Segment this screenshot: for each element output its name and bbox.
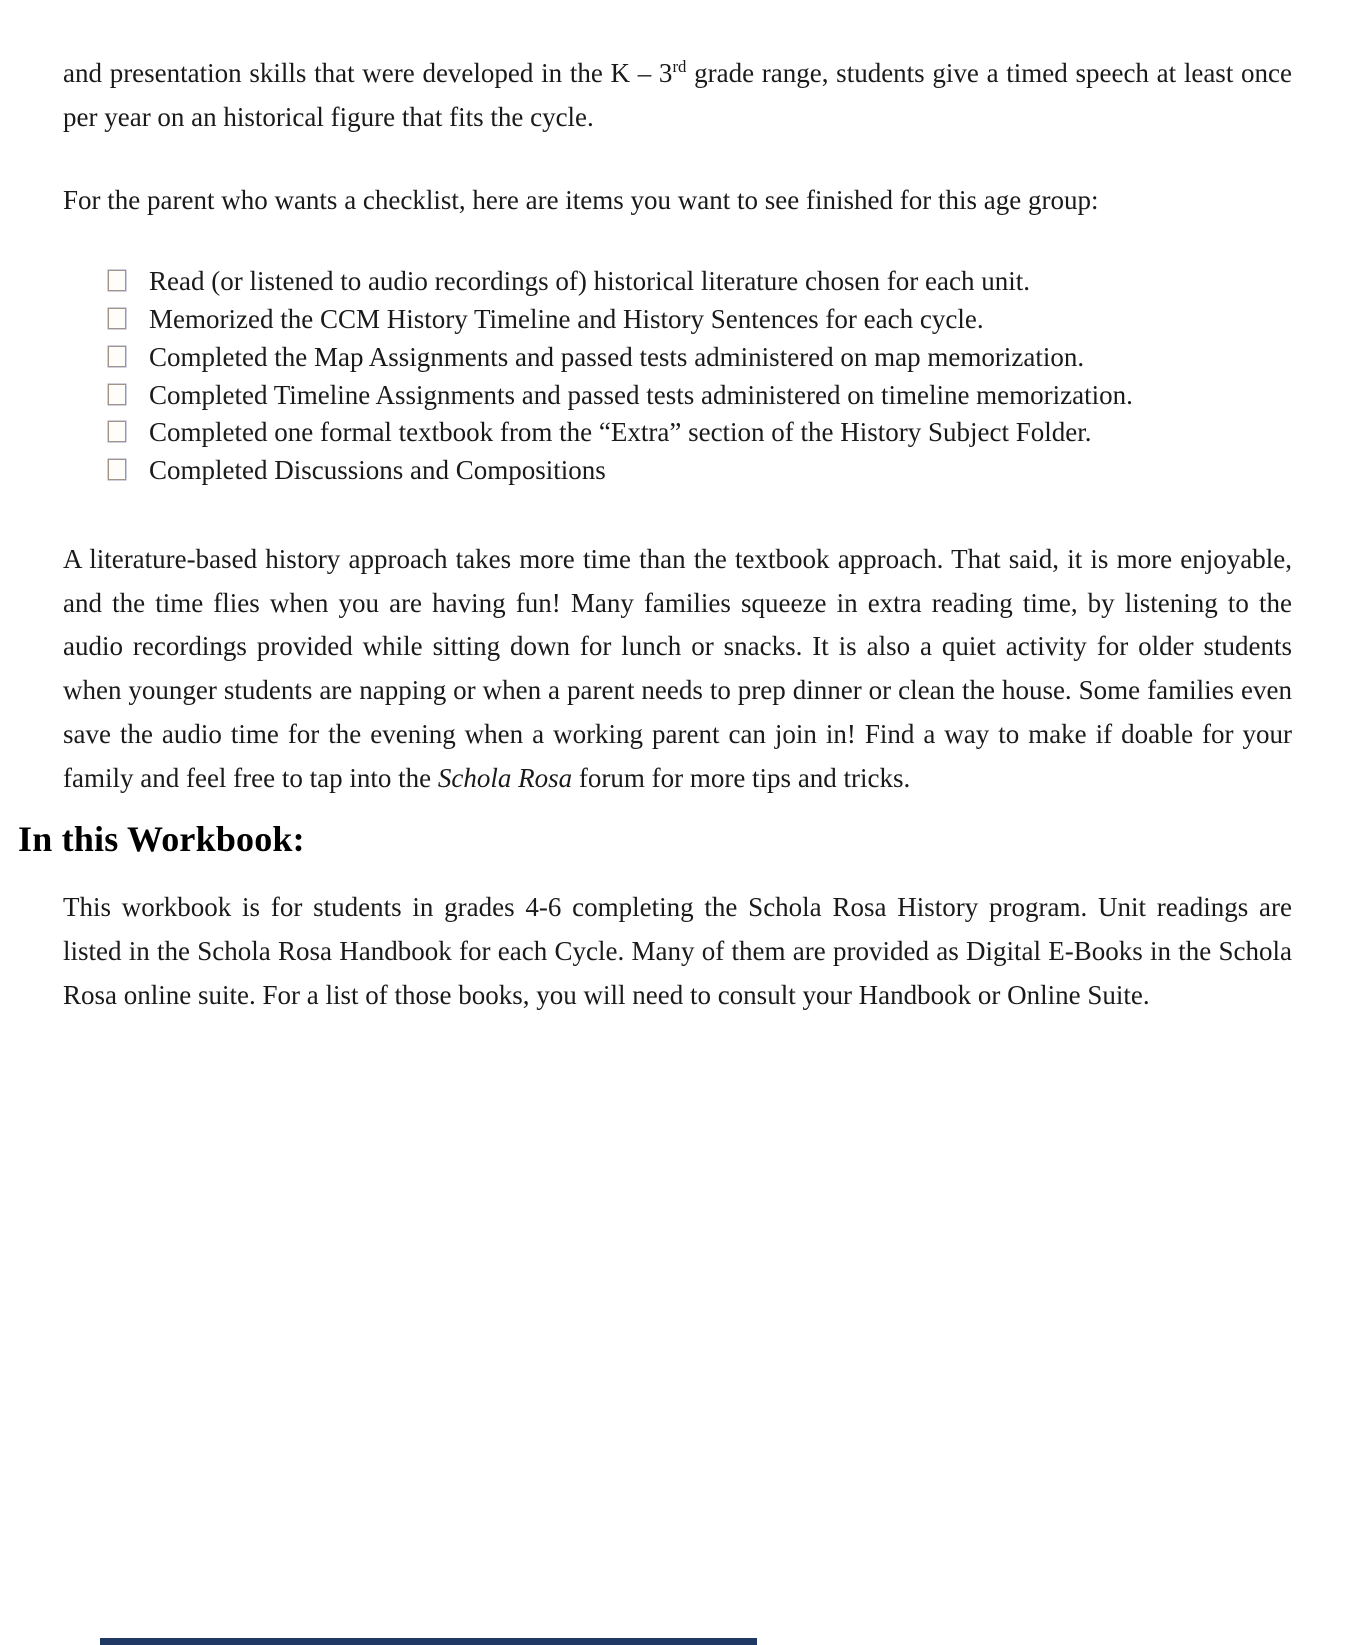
checklist-item [108, 339, 1292, 377]
footer-accent-bar [100, 1638, 757, 1645]
paragraph-parent-checklist-intro: For the parent who wants a checklist, here are items you want to see finished for this age group: [63, 185, 1099, 216]
paragraph-literature-approach-rest: forum for more tips and tricks. [572, 762, 911, 793]
checklist-item [108, 301, 1292, 339]
checklist-item-label: Completed Timeline Assignments and passed tests administered on timeline memorization. [149, 379, 1133, 410]
paragraph-workbook-description: This workbook is for students in grades 4-6 completing the Schola Rosa History program. Unit readings are listed in the Schola Rosa Handbook for each Cycle. Many of them are provided as Digital E-Books in the Schola Rosa online suite. For a list of those books, you will need to consult your Handbook or Online Suite. [63, 892, 1292, 1010]
ordinal-superscript: rd [672, 57, 687, 76]
checkbox-icon [108, 421, 126, 442]
checklist-item [108, 452, 1292, 490]
checkbox-icon [108, 384, 126, 405]
paragraph-presentation-skills-text: and presentation skills that were developed in the K – 3 [63, 58, 673, 88]
section-heading-in-this-workbook: In this Workbook: [18, 819, 305, 860]
checklist-item-label: Completed one formal textbook from the “Extra” section of the History Subject Folder. [149, 417, 1092, 448]
checkbox-icon [108, 270, 126, 291]
checkbox-icon [108, 308, 126, 329]
checkbox-icon [108, 346, 126, 367]
checklist-item [108, 414, 1292, 452]
checklist-item-label: Completed the Map Assignments and passed tests administered on map memorization. [149, 341, 1085, 372]
schola-rosa-italic: Schola Rosa [437, 762, 573, 793]
checklist-item-label: Read (or listened to audio recordings of) historical literature chosen for each unit. [149, 266, 1030, 297]
checklist-item-label: Completed Discussions and Compositions [149, 455, 606, 486]
paragraph-literature-approach [63, 538, 1292, 800]
paragraph-literature-approach-text: A literature-based history approach takes more time than the textbook approach. That said, it is more enjoyable, and the time flies when you are having fun! Many families squeeze in extra reading time, by listening to the audio recordings provided while sitting down for lunch or snacks. It is also a quiet activity for older students when younger students are napping or when a parent needs to prep dinner or clean the house. Some families even save the audio time for the evening when a working parent can join in! Find a way to make if doable for your family and feel free to tap into the [63, 543, 1292, 793]
checklist-item-label: Memorized the CCM History Timeline and History Sentences for each cycle. [149, 304, 984, 334]
checklist [63, 263, 1292, 490]
checkbox-icon [108, 459, 126, 480]
paragraph-presentation-skills [63, 52, 1292, 139]
paragraph-presentation-skills-rest: grade range, students give a timed speech at least once per year on an historical figure that fits the cycle. [63, 58, 1292, 132]
checklist-item [108, 377, 1292, 415]
checklist-item [108, 263, 1292, 301]
